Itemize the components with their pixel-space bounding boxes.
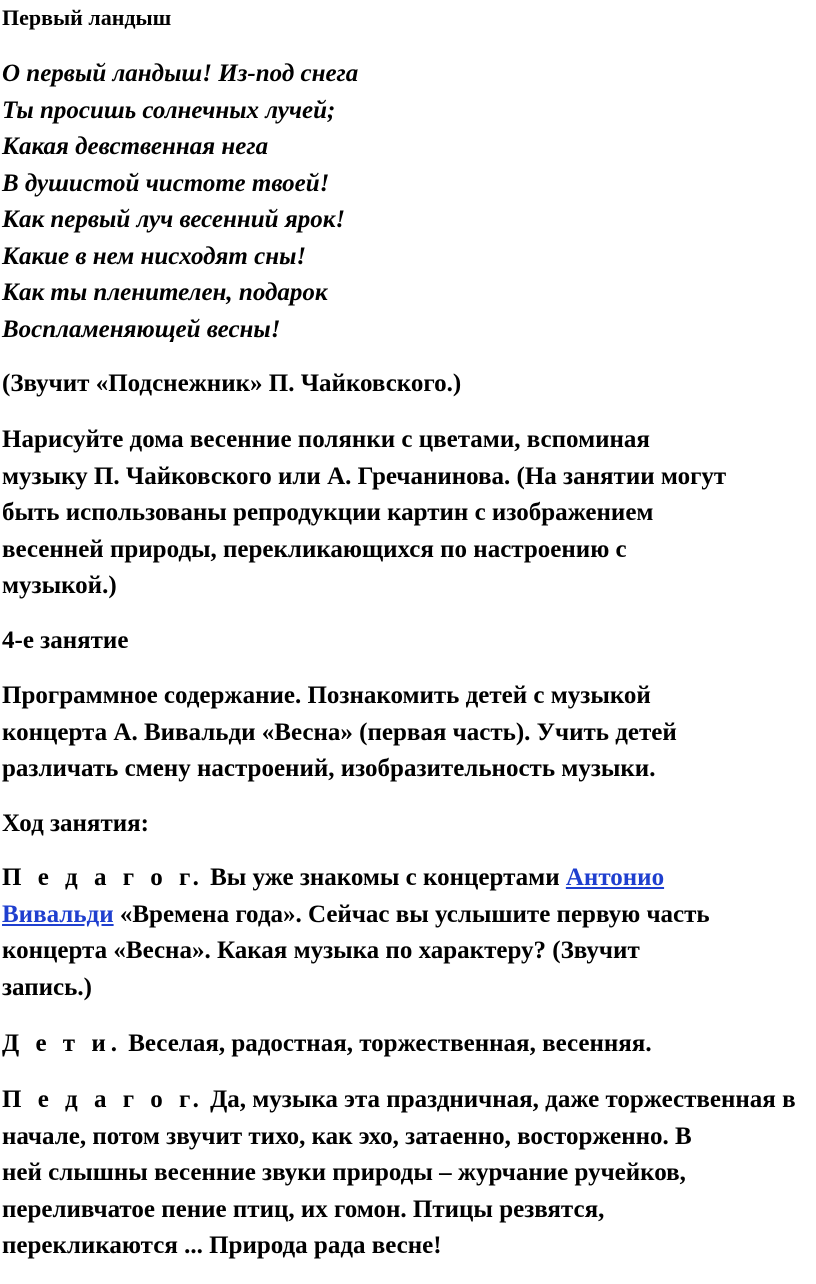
teacher-text: Да, музыка эта праздничная, даже торжественная в: [203, 1086, 796, 1113]
teacher-line: [2, 897, 710, 934]
teacher-paragraph-1: [2, 860, 710, 1006]
teacher-line: [2, 860, 710, 897]
sound-note: (Звучит «Подснежник» П. Чайковского.): [2, 370, 462, 397]
teacher-line: переливчатое пение птиц, их гомон. Птицы резвятся,: [2, 1195, 605, 1223]
teacher-text: «Времена года». Сейчас вы услышите первую часть: [113, 900, 710, 928]
children-line: [2, 1026, 652, 1063]
program-line: различать смену настроений, изобразительность музыки.: [2, 755, 656, 782]
course-heading: Ход занятия:: [2, 810, 149, 837]
teacher-line: ней слышны весенние звуки природы – журчание ручейков,: [2, 1159, 686, 1186]
poem-line: О первый ландыш! Из-под снега: [2, 60, 359, 87]
children-text: Веселая, радостная, торжественная, весенняя.: [121, 1030, 652, 1057]
homework-line: музыку П. Чайковского или А. Гречанинова. (На занятии могут: [2, 462, 727, 490]
program-line: концерта А. Вивальди «Весна» (первая часть). Учить детей: [2, 718, 677, 746]
poem-title: Первый ландыш: [2, 5, 172, 30]
poem-line: Какая девственная нега: [2, 133, 269, 160]
poem-line: Воспламеняющей весны!: [2, 315, 281, 343]
homework-line: весенней природы, перекликающихся по настроению с: [2, 535, 627, 563]
homework-paragraph: [2, 422, 726, 605]
program-line: Программное содержание. Познакомить детей с музыкой: [2, 682, 651, 709]
teacher-text: Вы уже знакомы с концертами: [203, 864, 566, 891]
teacher-line: начале, потом звучит тихо, как эхо, затаенно, восторженно. В: [2, 1122, 692, 1150]
teacher-paragraph-2: [2, 1082, 796, 1265]
teacher-line: [2, 1082, 796, 1119]
poem-line: Как первый луч весенний ярок!: [2, 206, 346, 233]
teacher-line: перекликаются ... Природа рада весне!: [2, 1232, 442, 1259]
vivaldi-link[interactable]: Вивальди: [2, 900, 114, 928]
speaker-label: Д е т и.: [2, 1030, 122, 1057]
children-paragraph: [2, 1026, 652, 1063]
program-paragraph: [2, 678, 677, 788]
homework-line: быть использованы репродукции картин с изображением: [2, 499, 654, 526]
homework-line: музыкой.): [2, 572, 117, 599]
homework-line: Нарисуйте дома весенние полянки с цветами, вспоминая: [2, 426, 650, 453]
poem-line: В душистой чистоте твоей!: [2, 169, 330, 197]
poem-line: Какие в нем нисходят сны!: [2, 242, 307, 270]
teacher-line: запись.): [2, 973, 92, 1001]
poem: [2, 56, 358, 348]
vivaldi-link[interactable]: Антонио: [565, 864, 665, 891]
lesson-heading: 4-е занятие: [2, 627, 129, 654]
speaker-label: П е д а г о г.: [2, 864, 204, 891]
poem-line: Ты просишь солнечных лучей;: [2, 96, 336, 124]
poem-line: Как ты пленителен, подарок: [2, 279, 328, 306]
teacher-line: концерта «Весна». Какая музыка по характеру? (Звучит: [2, 937, 640, 964]
speaker-label: П е д а г о г.: [2, 1086, 204, 1113]
